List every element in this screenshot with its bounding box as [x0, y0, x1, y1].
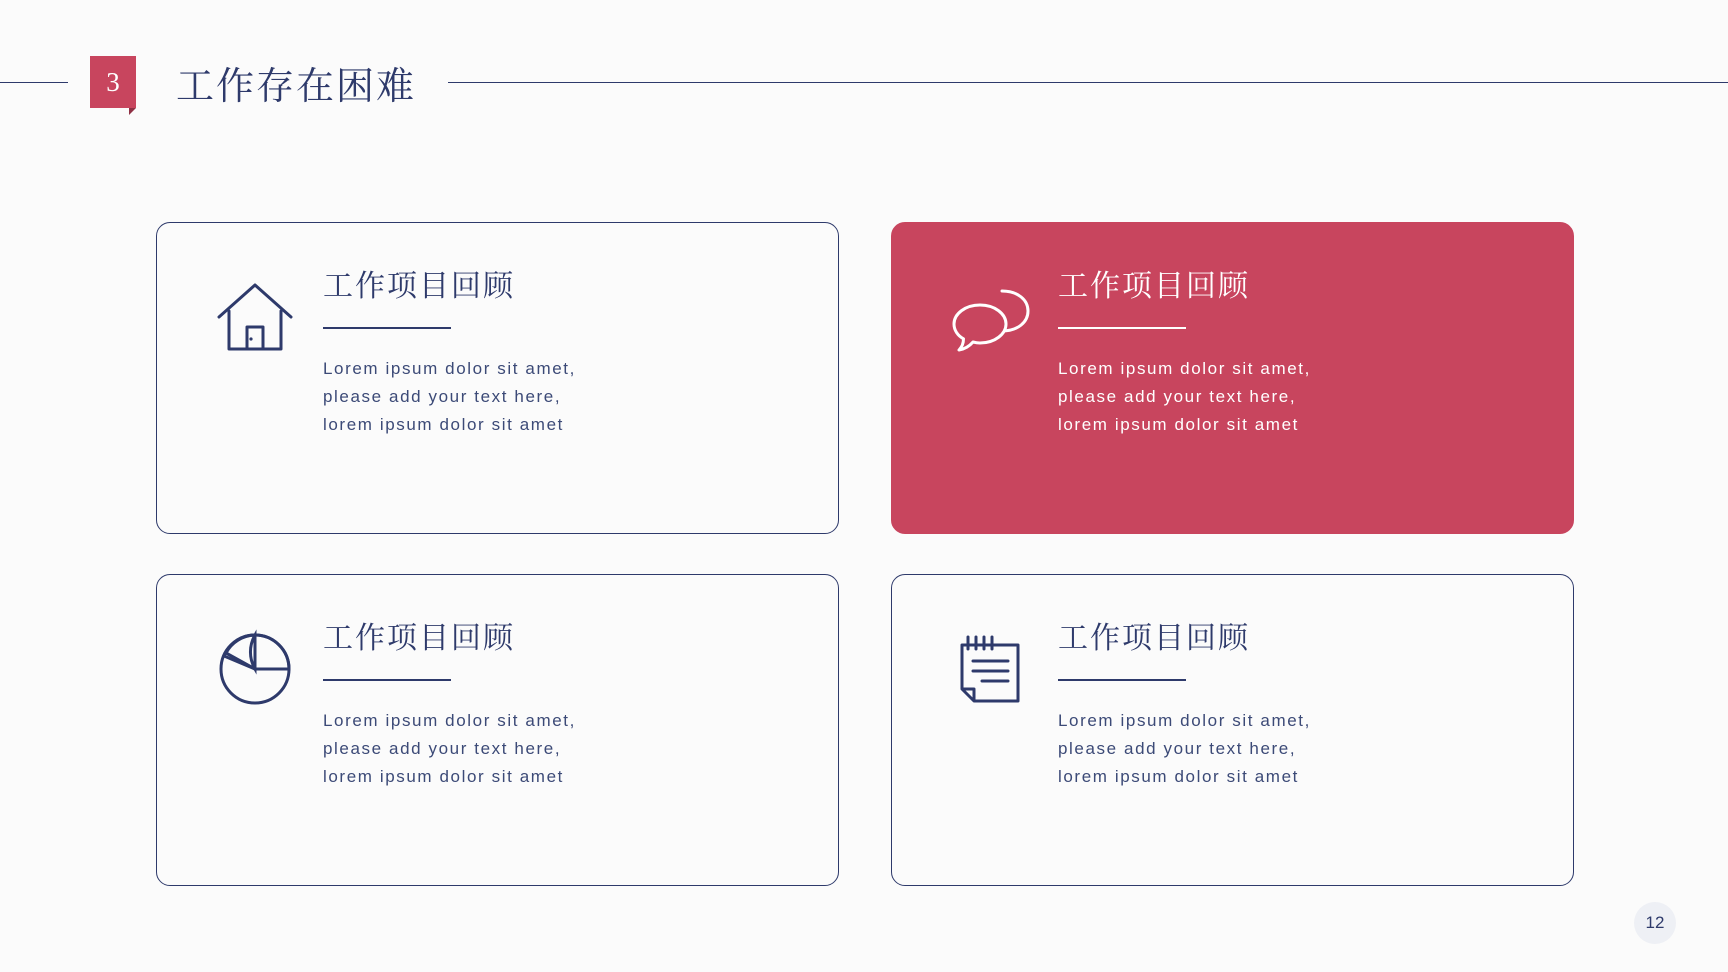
header-rule-left — [0, 82, 68, 83]
card-title: 工作项目回顾 — [1058, 270, 1250, 303]
title-divider — [1058, 679, 1186, 681]
card-description-line: Lorem ipsum dolor sit amet, — [323, 710, 576, 730]
speech-bubbles-icon — [940, 267, 1040, 371]
card-body — [1058, 619, 1311, 791]
title-divider — [323, 679, 451, 681]
card-description-line: Lorem ipsum dolor sit amet, — [1058, 710, 1311, 730]
card-item-highlighted[interactable] — [891, 222, 1574, 534]
card-body — [323, 619, 576, 791]
card-item[interactable] — [156, 574, 839, 886]
page-number: 12 — [1634, 902, 1676, 944]
title-divider — [1058, 327, 1186, 329]
card-description-line: lorem ipsum dolor sit amet — [323, 414, 564, 434]
house-icon — [205, 267, 305, 371]
card-title: 工作项目回顾 — [323, 270, 515, 303]
card-description-line: please add your text here, — [323, 738, 562, 758]
card-item[interactable] — [156, 222, 839, 534]
card-description-line: lorem ipsum dolor sit amet — [1058, 766, 1299, 786]
card-description-line: please add your text here, — [323, 386, 562, 406]
page-title: 工作存在困难 — [176, 65, 417, 108]
card-description-line: lorem ipsum dolor sit amet — [1058, 414, 1299, 434]
title-divider — [323, 327, 451, 329]
card-body — [323, 267, 576, 439]
card-description — [1058, 355, 1311, 439]
card-title: 工作项目回顾 — [1058, 622, 1250, 655]
card-body — [1058, 267, 1311, 439]
card-item[interactable] — [891, 574, 1574, 886]
notepad-icon — [940, 619, 1040, 723]
card-description — [323, 355, 576, 439]
slide-header — [0, 52, 1728, 112]
card-description-line: lorem ipsum dolor sit amet — [323, 766, 564, 786]
card-description — [1058, 707, 1311, 791]
header-rule-right — [448, 82, 1728, 83]
pie-chart-icon — [205, 619, 305, 723]
card-description — [323, 707, 576, 791]
card-grid — [156, 222, 1574, 886]
card-description-line: Lorem ipsum dolor sit amet, — [1058, 358, 1311, 378]
section-number-badge: 3 — [90, 56, 136, 108]
card-title: 工作项目回顾 — [323, 622, 515, 655]
card-description-line: please add your text here, — [1058, 386, 1297, 406]
card-description-line: please add your text here, — [1058, 738, 1297, 758]
card-description-line: Lorem ipsum dolor sit amet, — [323, 358, 576, 378]
